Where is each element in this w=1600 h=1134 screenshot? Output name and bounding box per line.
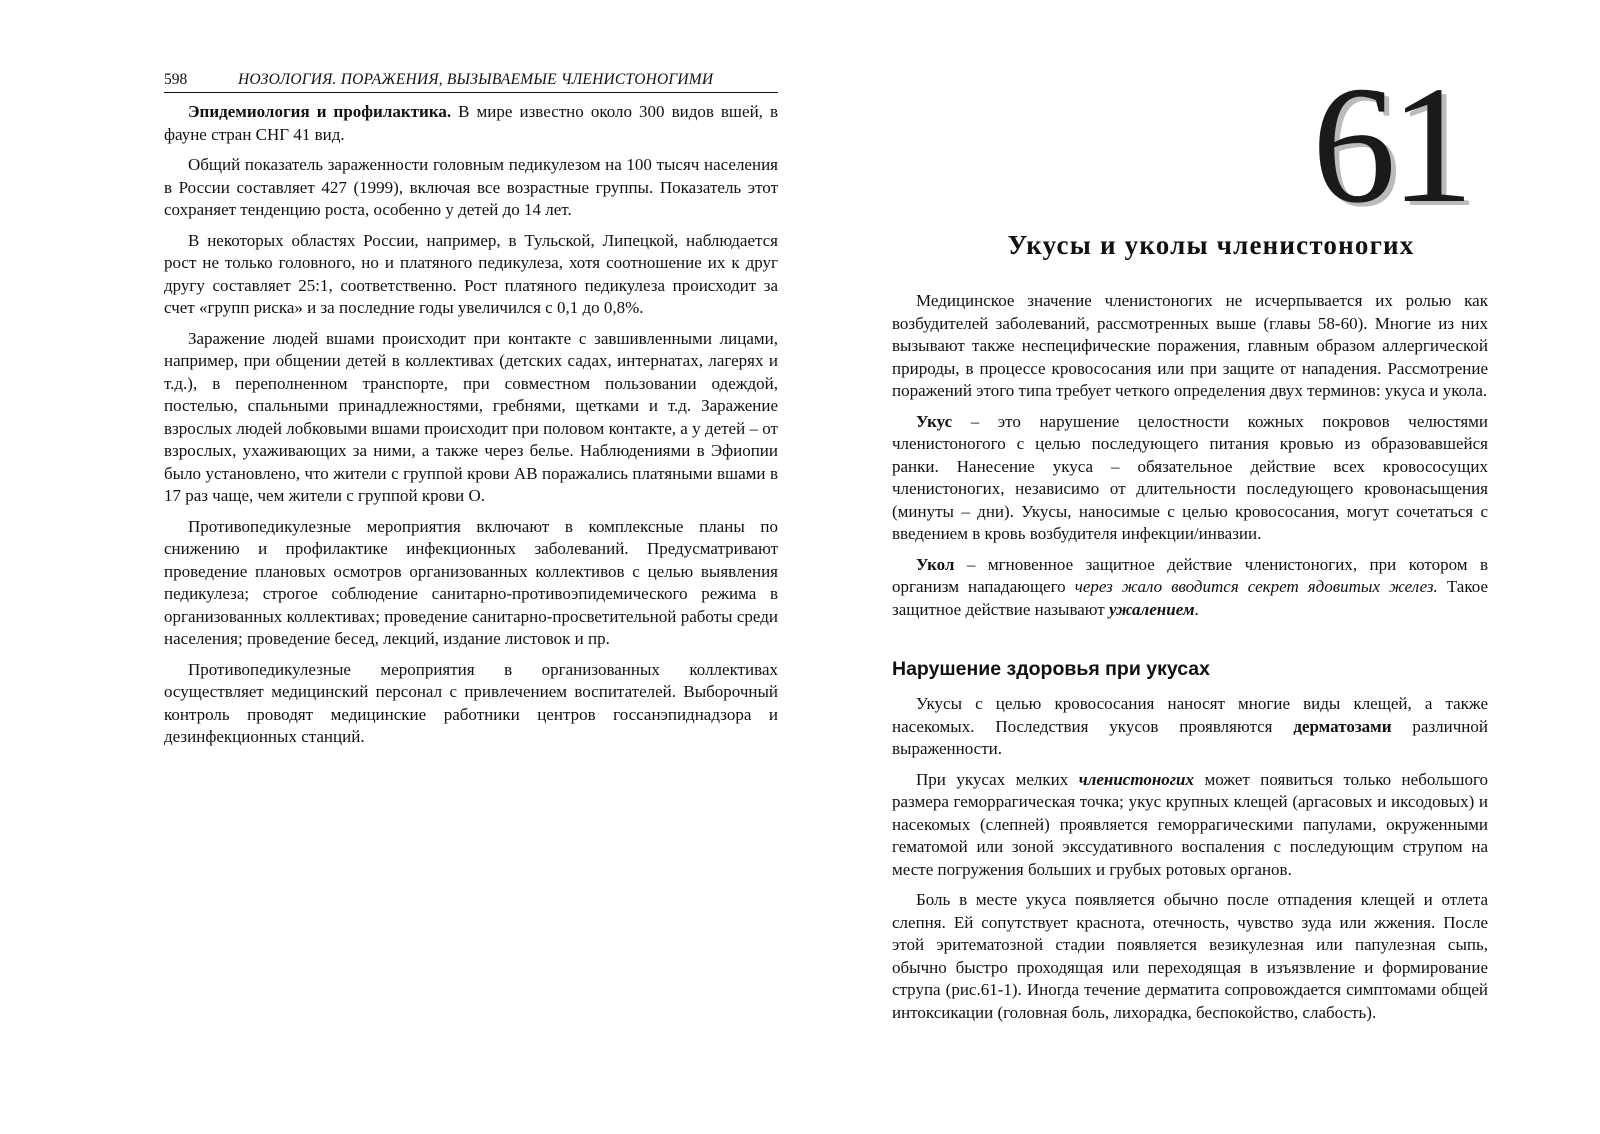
running-header [164,70,778,93]
paragraph-epidemiology [164,101,778,146]
term-arthropods: членистоногих [1078,769,1195,789]
paragraph-transmission: Заражение людей вшами происходит при контакте с завшивленными лицами, например, при общении детей в коллективах (детских садах, интернатах, лагерях и т.д.), в переполненном транспорте, при совместном пользовании одеждой, постелью, спальными принадлежностями, гребнями, щетками и т.д. Заражение взрослых людей лобковыми вшами происходит при половом контакте, а у детей – от взрослых, ухаживающих за ними, а также через белье. Наблюдениями в Эфиопии было установлено, что жители с группой крови AB поражались платяными вшами в 17 раз чаще, чем жители с группой крови O. [164,328,778,505]
paragraph-text: может появиться только небольшого размера геморрагическая точка; укус крупных клещей (аргасовых и иксодовых) и насекомых (слепней) проявляется геморрагическими папулами, окруженными гематомой или зоной экссудативного воспаления с последующим струпом на месте погружения больших и грубых ротовых органов. [892,769,1488,879]
chapter-number: 61 [1312,52,1468,238]
paragraph-regions: В некоторых областях России, например, в Тульской, Липецкой, наблюдается рост не только головного, но и платяного педикулеза, хотя соотношение их к друг другу составляет 25:1, соответственно. Рост платяного педикулеза происходит за счет «групп риска» и за последние годы увеличился с 0,1 до 0,8%. [164,230,778,317]
definition-text: – мгновенное защитное действие членистоногих, при котором в организм нападающего [892,554,1488,596]
paragraph-bites-dermatoses [892,693,1488,761]
paragraph-text: В мире известно около 300 видов вшей, в фауне стран СНГ 41 вид. [164,102,778,144]
paragraph-text: Укусы с целью кровососания наносят многие виды клещей, а также насекомых. Последствия укусов проявляются [892,694,1488,736]
paragraph-ukus-definition [892,411,1488,546]
definition-text: . [1194,599,1199,619]
definition-text: Такое защитное действие называют [892,577,1489,619]
chapter-body [892,290,1488,1032]
paragraph-text: При укусах мелких [916,769,1079,789]
term-ukol: Укол [916,554,955,574]
running-header-title: НОЗОЛОГИЯ. ПОРАЖЕНИЯ, ВЫЗЫВАЕМЫЕ ЧЛЕНИСТОНОГИМИ [238,71,714,88]
term-dermatoses: дерматозами [1293,716,1392,736]
paragraph-ukol-definition [892,554,1488,622]
paragraph-intro: Медицинское значение членистоногих не исчерпывается их ролью как возбудителей заболеваний, рассмотренных выше (главы 58-60). Многие из них вызывают также неспецифические поражения, главным образом аллергической природы, в процессе кровососания или при защите от нападения. Рассмотрение поражений этого типа требует четкого определения двух терминов: укуса и укола. [892,291,1488,400]
page-number: 598 [164,71,188,88]
paragraph-text: различной выраженности. [892,716,1488,758]
section-heading: Нарушение здоровья при укусах [892,658,1210,680]
left-page [164,70,778,757]
definition-text: – это нарушение целостности кожных покровов челюстями членистоногого с целью последующего питания кровью из образовавшейся ранки. Нанесение укуса – обязательное действие всех кровососущих членистоногих, независимо от длительности последующего кровонасыщения (минуты – дни). Укусы, наносимые с целью кровососания, могут сочетаться с введением в кровь возбудителя инфекции/инвазии. [892,411,1488,543]
paragraph-measures: Противопедикулезные мероприятия включают в комплексные планы по снижению и профилактике инфекционных заболеваний. Предусматривают проведение плановых осмотров организованных коллективов с целью выявления педикулеза; строгое соблюдение санитарно-противоэпидемического режима в организованных коллективах; проведение санитарно-просветительной работы среди населения; проведение бесед, лекций, издание листовок и пр. [164,516,778,648]
paragraph-small-arthropods [892,769,1488,882]
paragraph-control: Противопедикулезные мероприятия в организованных коллективах осуществляет медицинский персонал с привлечением воспитателей. Выборочный контроль проводят медицинские работники центров госсанэпиднадзора и дезинфекционных станций. [164,659,778,746]
paragraph-infestation-rate: Общий показатель зараженности головным педикулезом на 100 тысяч населения в России составляет 427 (1999), включая все возрастные группы. Показатель этот сохраняет тенденцию роста, особенно у детей до 14 лет. [164,155,778,219]
term-uzhalenie: ужалением [1108,599,1195,619]
chapter-title: Укусы и уколы членистоногих [1007,230,1415,260]
paragraph-pain: Боль в месте укуса появляется обычно после отпадения клещей и отлета слепня. Ей сопутствует краснота, отечность, чувство зуда или жжения. После этой эритематозной стадии появляется везикулезная или папулезная сыпь, обычно быстро проходящая или переходящая в изъязвление и формирование струпа (рис.61-1). Иногда течение дерматита сопровождается симптомами общей интоксикации (головная боль, лихорадка, беспокойство, слабость). [892,890,1488,1022]
term-ukus: Укус [916,411,953,431]
emphasis-text: через жало вводится секрет ядовитых желез. [1074,577,1438,596]
paragraph-lead: Эпидемиология и профилактика. [188,102,452,121]
